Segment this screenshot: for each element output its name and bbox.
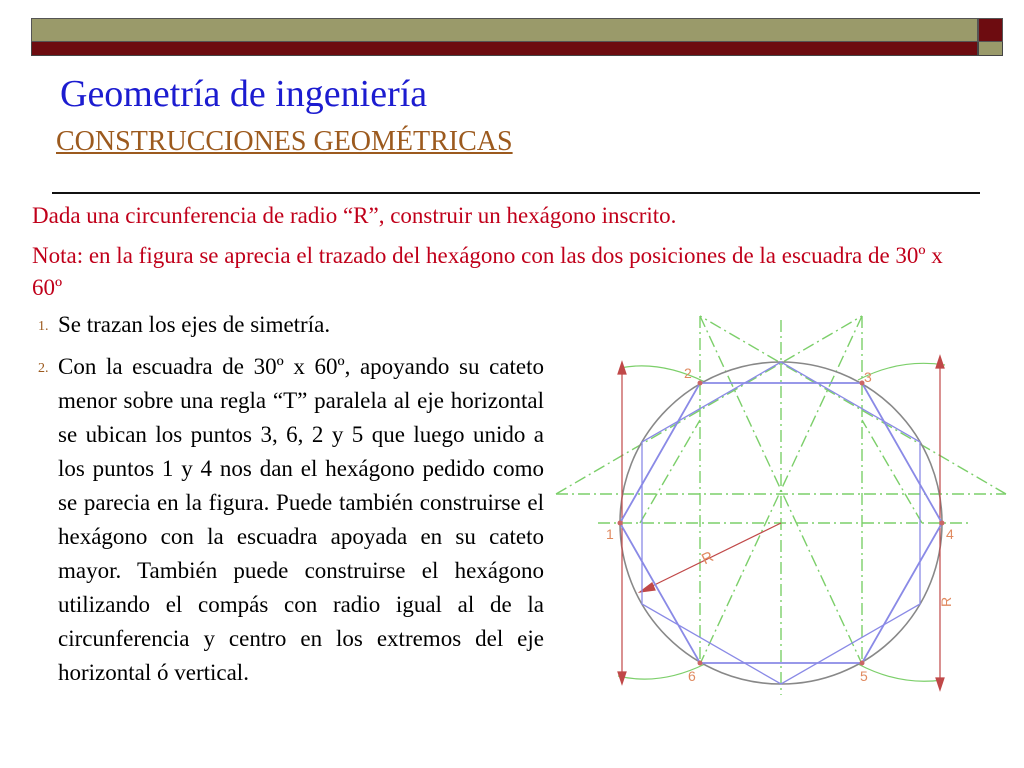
point-label: 6 bbox=[688, 668, 696, 684]
side-radius-label: R bbox=[938, 596, 954, 607]
arc bbox=[620, 366, 705, 382]
point-label: 4 bbox=[946, 526, 954, 542]
slide-title: Geometría de ingeniería bbox=[60, 73, 428, 115]
point-labels bbox=[606, 365, 954, 684]
problem-note: Nota: en la figura se aprecia el trazado del hexágono con las dos posiciones de la escuadra de 30º x 60º bbox=[32, 243, 943, 300]
slide-corner-block-accent bbox=[978, 42, 1003, 56]
arc bbox=[858, 664, 942, 681]
slide-top-bar bbox=[31, 18, 978, 42]
point-label: 5 bbox=[860, 668, 868, 684]
hexagon-construction-figure bbox=[550, 305, 1010, 700]
triangle-edge bbox=[700, 316, 1006, 494]
slide-corner-block bbox=[978, 18, 1003, 42]
step-text: Se trazan los ejes de simetría. bbox=[58, 312, 331, 337]
point-label: 1 bbox=[606, 526, 614, 542]
divider-line bbox=[52, 192, 980, 194]
step-item bbox=[38, 350, 544, 690]
problem-statement: Dada una circunferencia de radio “R”, construir un hexágono inscrito. bbox=[32, 203, 677, 228]
step-number: 2. bbox=[38, 361, 49, 376]
step-text: Con la escuadra de 30º x 60º, apoyando su cateto menor sobre una regla “T” paralela al eje horizontal se ubican los puntos 3, 6, 2 y 5 que luego unido a los puntos 1 y 4 nos dan el hexágono pedido como se parecia en la figura. Puede también construirse el hexágono con la escuadra apoyada en su cateto mayor. También puede construirse el hexágono utilizando el compás con radio igual al de la circunferencia y centro en los extremos del eje horizontal ó vertical. bbox=[58, 354, 544, 685]
triangle-edge bbox=[556, 316, 862, 494]
point-label: 2 bbox=[684, 365, 692, 381]
point-label: 3 bbox=[864, 369, 872, 385]
slide-top-bar-accent bbox=[31, 42, 978, 56]
radius-label: R bbox=[698, 548, 717, 569]
step-number: 1. bbox=[38, 319, 49, 334]
slide-subtitle: CONSTRUCCIONES GEOMÉTRICAS bbox=[56, 126, 513, 157]
